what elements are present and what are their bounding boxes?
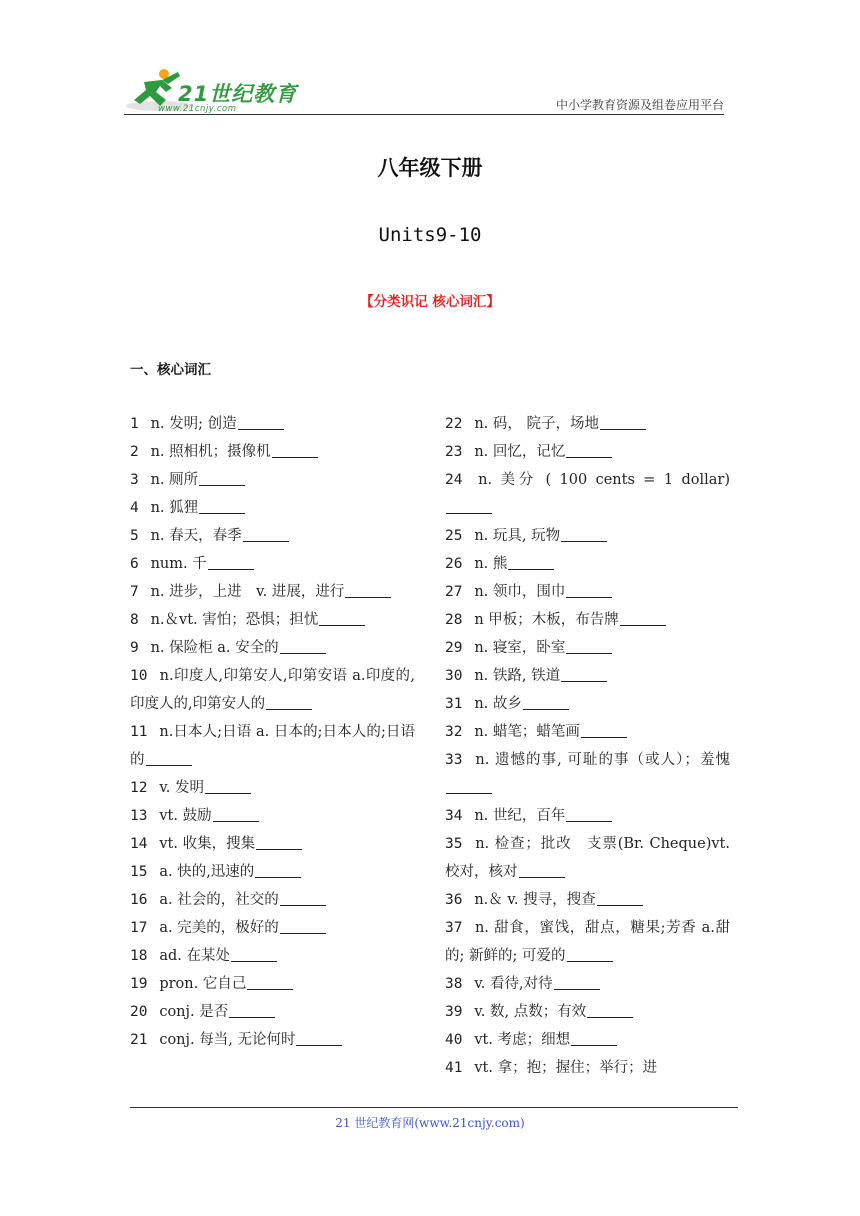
answer-blank[interactable] [199, 471, 245, 486]
answer-blank[interactable] [581, 723, 627, 738]
answer-blank[interactable] [243, 527, 289, 542]
header-divider [124, 114, 724, 115]
entry-number: 26 [445, 556, 463, 572]
entry-number: 39 [445, 1004, 463, 1020]
entry-definition: a. 社会的，社交的 [154, 892, 279, 908]
entry-definition: n. 检查；批改 支票(Br. Cheque)vt. 校对，核对 [445, 836, 730, 880]
vocab-entry [445, 634, 730, 662]
entry-definition: n.印度人,印第安人,印第安语 a.印度的, 印度人的,印第安人的 [130, 668, 415, 712]
vocab-entry [130, 718, 415, 774]
entry-number: 28 [445, 612, 463, 628]
vocab-entry [130, 802, 415, 830]
entry-number: 20 [130, 1004, 148, 1020]
vocab-entry [445, 746, 730, 802]
page-header [0, 0, 860, 120]
vocab-entry [445, 998, 730, 1026]
entry-definition: vt. 收集，搜集 [154, 836, 256, 852]
answer-blank[interactable] [205, 779, 251, 794]
vocab-entry [445, 662, 730, 690]
answer-blank[interactable] [280, 891, 326, 906]
vocab-entry [445, 1026, 730, 1054]
answer-blank[interactable] [247, 975, 293, 990]
entry-definition: ad. 在某处 [154, 948, 230, 964]
vocab-entry [130, 522, 415, 550]
entry-definition: vt. 考虑；细想 [469, 1032, 571, 1048]
entry-number: 13 [130, 808, 148, 824]
entry-definition: v. 发明 [154, 780, 205, 796]
answer-blank[interactable] [519, 863, 565, 878]
answer-blank[interactable] [620, 611, 666, 626]
entry-definition: n. 厕所 [145, 472, 199, 488]
answer-blank[interactable] [296, 1031, 342, 1046]
entry-number: 1 [130, 416, 139, 432]
vocab-entry [445, 802, 730, 830]
vocab-entry [130, 830, 415, 858]
answer-blank[interactable] [199, 499, 245, 514]
answer-blank[interactable] [446, 499, 492, 514]
answer-blank[interactable] [280, 919, 326, 934]
vocab-entry [445, 1054, 730, 1082]
answer-blank[interactable] [272, 443, 318, 458]
answer-blank[interactable] [561, 667, 607, 682]
vocab-entry [130, 438, 415, 466]
answer-blank[interactable] [566, 443, 612, 458]
entry-definition: n. 蜡笔；蜡笔画 [469, 724, 580, 740]
entry-number: 10 [130, 668, 148, 684]
entry-definition: a. 完美的，极好的 [154, 920, 279, 936]
entry-number: 27 [445, 584, 463, 600]
answer-blank[interactable] [319, 611, 365, 626]
vocab-column-right [445, 410, 730, 1082]
vocab-entry [130, 494, 415, 522]
answer-blank[interactable] [597, 891, 643, 906]
vocab-entry [130, 998, 415, 1026]
vocab-entry [130, 662, 415, 718]
entry-number: 11 [130, 724, 148, 740]
vocab-entry [130, 578, 415, 606]
entry-definition: n. 熊 [469, 556, 508, 572]
entry-definition: n. 玩具, 玩物 [469, 528, 561, 544]
vocab-entry [445, 718, 730, 746]
entry-definition: n. 春天，春季 [145, 528, 242, 544]
entry-number: 38 [445, 976, 463, 992]
entry-definition: n. 发明; 创造 [145, 416, 237, 432]
entry-number: 19 [130, 976, 148, 992]
entry-number: 18 [130, 948, 148, 964]
vocab-entry [130, 410, 415, 438]
vocab-entry [130, 942, 415, 970]
answer-blank[interactable] [213, 807, 259, 822]
entry-number: 17 [130, 920, 148, 936]
answer-blank[interactable] [255, 863, 301, 878]
entry-number: 21 [130, 1032, 148, 1048]
entry-definition: n. 美分 ( 100 cents = 1 dollar) [469, 472, 730, 488]
vocab-entry [130, 858, 415, 886]
vocab-entry [445, 438, 730, 466]
answer-blank[interactable] [146, 751, 192, 766]
answer-blank[interactable] [566, 807, 612, 822]
entry-number: 36 [445, 892, 463, 908]
entry-definition: pron. 它自己 [154, 976, 247, 992]
entry-number: 35 [445, 836, 463, 852]
vocab-entry [445, 914, 730, 970]
vocab-entry [130, 970, 415, 998]
answer-blank[interactable] [523, 695, 569, 710]
answer-blank[interactable] [587, 1003, 633, 1018]
entry-number: 15 [130, 864, 148, 880]
answer-blank[interactable] [566, 583, 612, 598]
vocab-entry [445, 578, 730, 606]
entry-definition: n 甲板；木板，布告牌 [469, 612, 619, 628]
vocab-entry [445, 606, 730, 634]
vocab-entry [130, 634, 415, 662]
answer-blank[interactable] [566, 639, 612, 654]
entry-definition: n. 甜食，蜜饯，甜点，糖果;芳香 a.甜的; 新鲜的; 可爱的 [445, 920, 730, 964]
entry-number: 12 [130, 780, 148, 796]
entry-definition: n. 回忆，记忆 [469, 444, 566, 460]
entry-number: 24 [445, 472, 463, 488]
answer-blank[interactable] [208, 555, 254, 570]
vocab-entry [445, 522, 730, 550]
answer-blank[interactable] [600, 415, 646, 430]
section-title: 一、核心词汇 [130, 362, 211, 378]
entry-number: 14 [130, 836, 148, 852]
answer-blank[interactable] [571, 1031, 617, 1046]
answer-blank[interactable] [238, 415, 284, 430]
answer-blank[interactable] [266, 695, 312, 710]
answer-blank[interactable] [508, 555, 554, 570]
entry-definition: vt. 拿；抱；握住；举行；进 [469, 1060, 658, 1076]
vocab-entry [445, 886, 730, 914]
entry-definition: n. 照相机；摄像机 [145, 444, 271, 460]
entry-number: 2 [130, 444, 139, 460]
entry-definition: n.日本人;日语 a. 日本的;日本人的;日语的 [130, 724, 415, 768]
entry-definition: v. 数, 点数；有效 [469, 1004, 587, 1020]
entry-definition: n.＆vt. 害怕；恐惧；担忧 [145, 612, 319, 628]
entry-number: 25 [445, 528, 463, 544]
entry-definition: n. 寝室，卧室 [469, 640, 566, 656]
entry-definition: n. 码， 院子，场地 [469, 416, 599, 432]
entry-number: 40 [445, 1032, 463, 1048]
vocab-entry [130, 466, 415, 494]
vocab-entry [130, 606, 415, 634]
entry-number: 8 [130, 612, 139, 628]
entry-definition: n. 遗憾的事, 可耻的事（或人）；羞愧 [469, 752, 730, 768]
answer-blank[interactable] [561, 527, 607, 542]
vocab-entry [130, 886, 415, 914]
entry-number: 29 [445, 640, 463, 656]
entry-number: 41 [445, 1060, 463, 1076]
entry-number: 5 [130, 528, 139, 544]
entry-number: 23 [445, 444, 463, 460]
entry-definition: conj. 每当, 无论何时 [154, 1032, 296, 1048]
entry-number: 4 [130, 500, 139, 516]
entry-number: 9 [130, 640, 139, 656]
answer-blank[interactable] [345, 583, 391, 598]
vocab-entry [445, 970, 730, 998]
entry-number: 34 [445, 808, 463, 824]
vocab-entry [130, 774, 415, 802]
vocab-entry [130, 550, 415, 578]
entry-number: 37 [445, 920, 463, 936]
entry-number: 3 [130, 472, 139, 488]
entry-definition: n.＆ v. 搜寻，搜查 [469, 892, 596, 908]
answer-blank[interactable] [280, 639, 326, 654]
entry-definition: n. 铁路, 铁道 [469, 668, 561, 684]
vocab-entry [130, 914, 415, 942]
entry-number: 16 [130, 892, 148, 908]
entry-definition: n. 领巾，围巾 [469, 584, 566, 600]
page-subtitle: Units9-10 [378, 224, 482, 246]
entry-number: 22 [445, 416, 463, 432]
answer-blank[interactable] [567, 947, 613, 962]
entry-definition: num. 千 [145, 556, 207, 572]
entry-number: 31 [445, 696, 463, 712]
answer-blank[interactable] [229, 1003, 275, 1018]
logo-url: www.21cnjy.com [158, 104, 237, 114]
entry-number: 7 [130, 584, 139, 600]
answer-blank[interactable] [446, 779, 492, 794]
page-title: 八年级下册 [377, 156, 483, 180]
vocab-entry [130, 1026, 415, 1054]
entry-definition: n. 进步，上进 v. 进展，进行 [145, 584, 345, 600]
platform-name: 中小学教育资源及组卷应用平台 [555, 98, 724, 112]
footer-text: 21 世纪教育网(www.21cnjy.com) [335, 1116, 525, 1130]
vocab-entry [445, 830, 730, 886]
entry-definition: a. 快的,迅速的 [154, 864, 255, 880]
vocab-entry [445, 410, 730, 438]
vocab-entry [445, 690, 730, 718]
entry-definition: conj. 是否 [154, 1004, 229, 1020]
answer-blank[interactable] [231, 947, 277, 962]
entry-number: 32 [445, 724, 463, 740]
answer-blank[interactable] [256, 835, 302, 850]
entry-definition: n. 故乡 [469, 696, 522, 712]
vocab-entry [445, 466, 730, 522]
vocab-column-left [130, 410, 415, 1054]
entry-number: 30 [445, 668, 463, 684]
entry-definition: n. 保险柜 a. 安全的 [145, 640, 279, 656]
entry-number: 6 [130, 556, 139, 572]
answer-blank[interactable] [554, 975, 600, 990]
entry-definition: n. 狐狸 [145, 500, 199, 516]
entry-number: 33 [445, 752, 463, 768]
logo-text: 21世纪教育 [178, 82, 298, 106]
vocab-entry [445, 550, 730, 578]
entry-definition: v. 看待,对待 [469, 976, 553, 992]
entry-definition: vt. 鼓励 [154, 808, 212, 824]
entry-definition: n. 世纪，百年 [469, 808, 566, 824]
category-heading: 【分类识记 核心词汇】 [360, 294, 500, 310]
footer-divider [130, 1107, 738, 1108]
